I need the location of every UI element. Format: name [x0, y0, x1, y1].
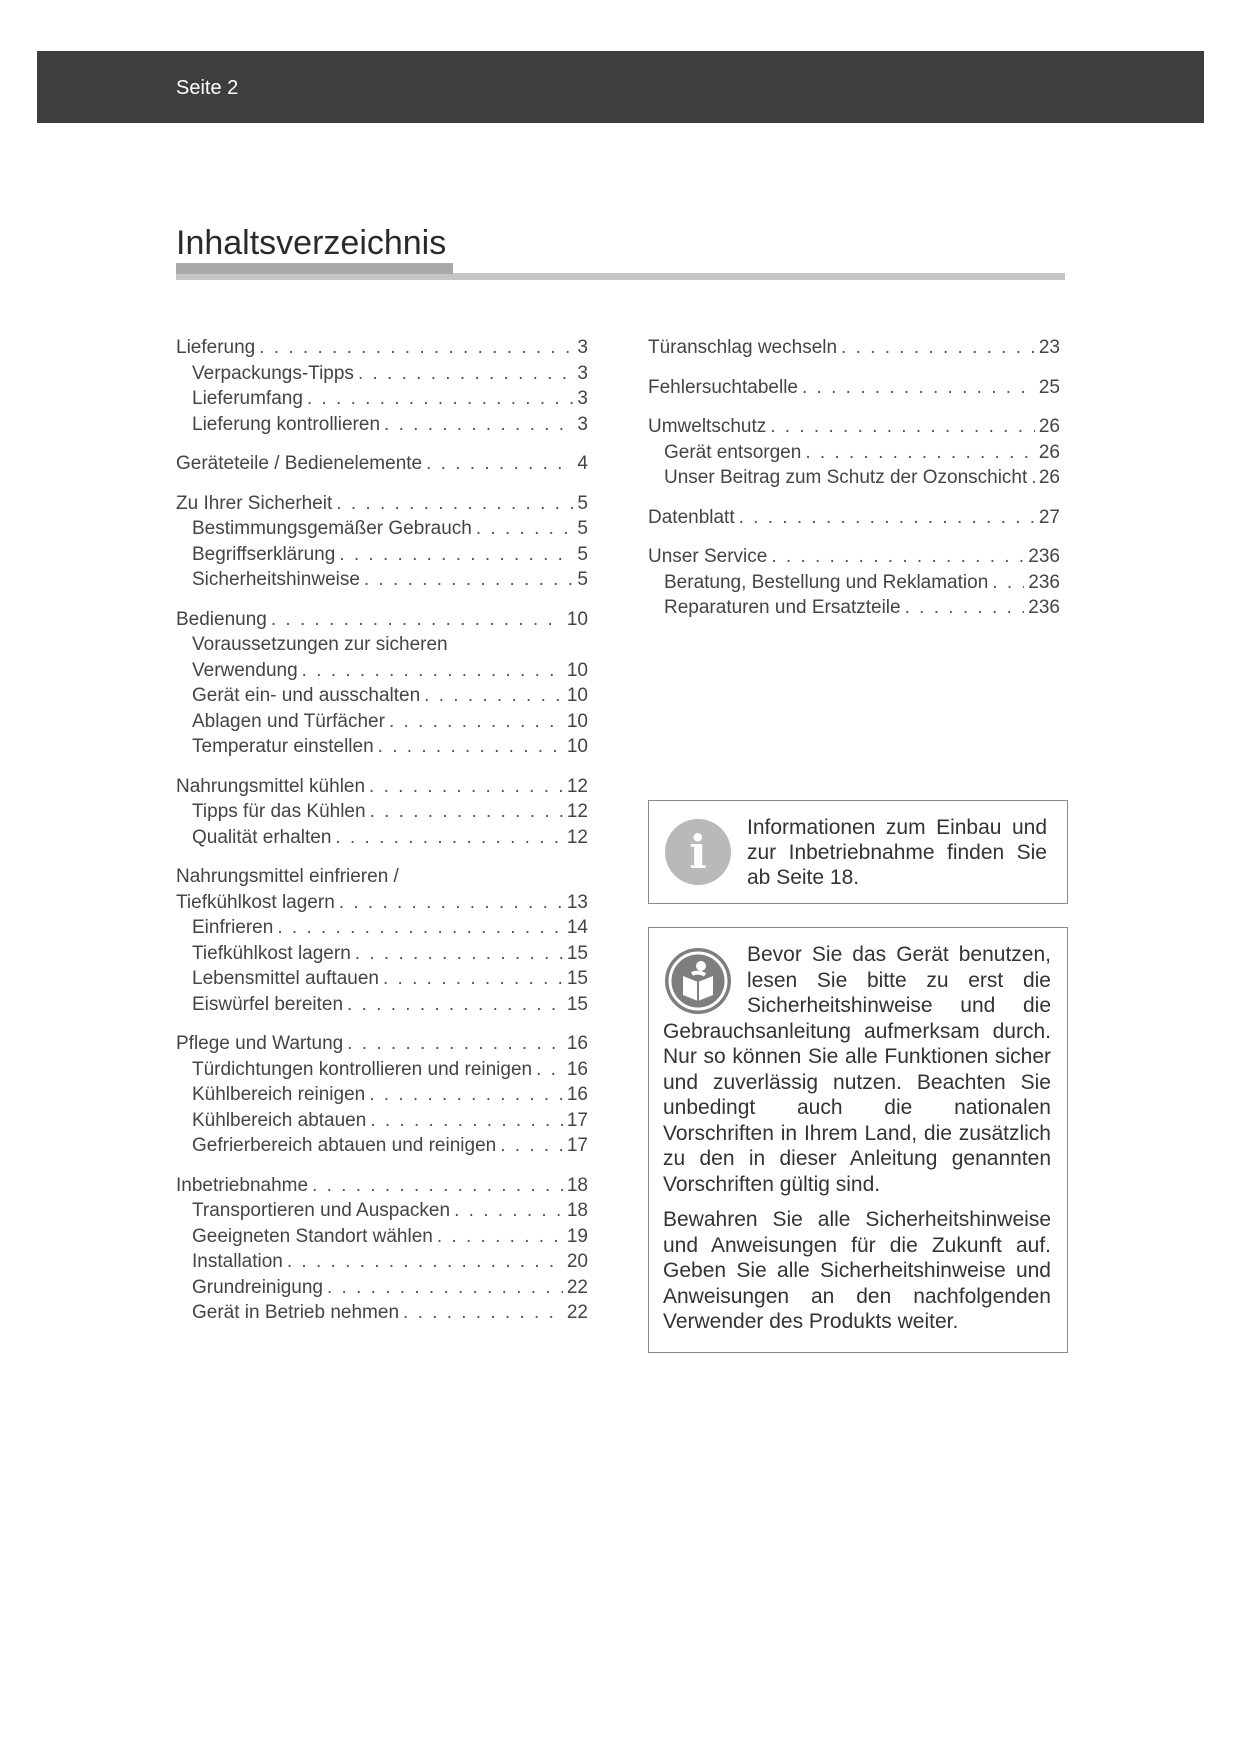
toc-leader-dots [798, 375, 1035, 400]
toc-page-number: 16 [566, 1033, 588, 1054]
toc-entry-title: Bedienung [176, 608, 267, 630]
toc-subentry[interactable] [176, 1224, 588, 1250]
toc-group [648, 544, 1060, 621]
toc-leader-dots [901, 595, 1025, 620]
toc-leader-dots [351, 941, 563, 966]
toc-leader-dots [298, 658, 563, 683]
toc-leader-dots [767, 544, 1024, 569]
toc-entry-title: Tipps für das Kühlen [192, 801, 366, 822]
toc-entry[interactable] [176, 1031, 588, 1057]
toc-entry-title: Einfrieren [192, 917, 274, 938]
toc-entry-title: Fehlersuchtabelle [648, 376, 798, 398]
toc-page-number: 23 [1038, 337, 1060, 358]
toc-leader-dots [801, 440, 1035, 465]
toc-subentry[interactable] [176, 516, 588, 542]
toc-page-number: 17 [566, 1135, 588, 1156]
toc-leader-dots [837, 335, 1035, 360]
toc-subentry[interactable] [176, 799, 588, 825]
toc-entry-title: Pflege und Wartung [176, 1033, 344, 1054]
toc-subentry[interactable] [176, 1133, 588, 1159]
toc-entry[interactable] [176, 864, 588, 890]
toc-entry-title: Nahrungsmittel kühlen [176, 775, 366, 797]
toc-subentry[interactable] [176, 1108, 588, 1134]
toc-page-number: 10 [566, 659, 588, 681]
toc-entry-title: Datenblatt [648, 506, 735, 528]
toc-entry-title: Nahrungsmittel einfrieren / [176, 866, 399, 887]
toc-group [648, 414, 1060, 491]
toc-entry[interactable] [176, 1173, 588, 1199]
toc-page-number: 10 [566, 736, 588, 757]
toc-subentry[interactable] [648, 595, 1060, 621]
toc-group [648, 505, 1060, 531]
toc-page-number: 16 [566, 1084, 588, 1105]
toc-page-number: 4 [577, 453, 588, 474]
toc-entry[interactable] [176, 491, 588, 517]
toc-page-number: 3 [577, 413, 588, 435]
toc-entry[interactable] [176, 335, 588, 361]
toc-group [176, 335, 588, 437]
toc-entry-title: Bestimmungsgemäßer Gebrauch [192, 518, 472, 539]
toc-page-number: 27 [1038, 506, 1060, 528]
toc-leader-dots [1027, 465, 1035, 490]
toc-leader-dots [532, 1057, 563, 1082]
toc-page-number: 25 [1038, 376, 1060, 398]
toc-page-number: 10 [566, 608, 588, 630]
toc-leader-dots [366, 799, 563, 824]
toc-entry[interactable] [176, 774, 588, 800]
toc-subentry[interactable] [176, 915, 588, 941]
toc-page-number: 10 [566, 710, 588, 732]
page-number-label: Seite 2 [176, 77, 239, 99]
toc-page-number: 26 [1038, 416, 1060, 437]
toc-page-number: 10 [566, 685, 588, 706]
toc-entry-title: Grundreinigung [192, 1276, 323, 1298]
toc-leader-dots [335, 542, 573, 567]
toc-leader-dots [385, 709, 563, 734]
toc-entry[interactable] [176, 890, 588, 916]
toc-leader-dots [450, 1198, 563, 1223]
toc-leader-dots [374, 734, 563, 759]
toc-entry-title: Unser Service [648, 546, 768, 567]
safety-notice-box [648, 927, 1068, 1353]
toc-entry-title: Ablagen und Türfächer [192, 710, 385, 732]
toc-entry[interactable] [648, 544, 1060, 570]
toc-subentry[interactable] [176, 1275, 588, 1301]
page-header-bar [37, 51, 1204, 123]
page-title: Inhaltsverzeichnis [176, 224, 447, 262]
toc-group [176, 607, 588, 760]
title-underline-accent [176, 263, 453, 274]
toc-entry-title: Eiswürfel bereiten [192, 993, 344, 1015]
toc-subentry[interactable] [176, 709, 588, 735]
toc-entry-title: Gerät in Betrieb nehmen [192, 1302, 400, 1323]
toc-leader-dots [323, 1275, 563, 1300]
toc-entry[interactable] [176, 451, 588, 477]
toc-leader-dots [379, 966, 563, 991]
toc-entry-title: Sicherheitshinweise [192, 569, 360, 590]
toc-entry-title: Transportieren und Auspacken [192, 1200, 451, 1221]
toc-page-number: 22 [566, 1302, 588, 1323]
toc-page-number: 236 [1028, 571, 1060, 593]
toc-subentry[interactable] [176, 1249, 588, 1275]
toc-subentry[interactable] [176, 941, 588, 967]
toc-leader-dots [332, 491, 573, 516]
toc-group [176, 451, 588, 477]
toc-subentry[interactable] [176, 734, 588, 760]
toc-leader-dots [273, 915, 563, 940]
toc-entry[interactable] [176, 607, 588, 633]
toc-group [176, 491, 588, 593]
toc-entry-title: Qualität erhalten [192, 826, 332, 848]
toc-subentry[interactable] [176, 412, 588, 438]
toc-group [176, 1031, 588, 1159]
toc-leader-dots [365, 1082, 563, 1107]
toc-page-number: 15 [566, 942, 588, 964]
toc-page-number: 12 [566, 801, 588, 822]
toc-leader-dots [380, 412, 573, 437]
info-notice-text: Informationen zum Einbau und zur Inbetriebnahme finden Sie ab Seite 18. [747, 816, 1047, 889]
toc-leader-dots [399, 1300, 563, 1325]
toc-entry-title: Umweltschutz [648, 416, 767, 437]
toc-entry[interactable] [648, 505, 1060, 531]
toc-entry[interactable] [648, 335, 1060, 361]
toc-group [176, 864, 588, 890]
toc-group [648, 375, 1060, 401]
toc-entry-title: Verwendung [192, 659, 298, 681]
toc-entry-title: Tiefkühlkost lagern [176, 891, 335, 913]
toc-entry-title: Begriffserklärung [192, 543, 336, 565]
toc-entry-title: Temperatur einstellen [192, 736, 374, 757]
toc-entry-title: Unser Beitrag zum Schutz der Ozonschicht [664, 467, 1028, 488]
toc-page-number: 18 [566, 1200, 588, 1221]
info-notice-box [648, 800, 1068, 904]
toc-page-number: 18 [566, 1174, 588, 1196]
toc-subentry[interactable] [176, 542, 588, 568]
toc-leader-dots [472, 516, 574, 541]
toc-entry[interactable] [648, 414, 1060, 440]
toc-leader-dots [496, 1133, 563, 1158]
toc-entry-title: Verpackungs-Tipps [192, 362, 354, 384]
toc-leader-dots [303, 386, 574, 411]
toc-subentry[interactable] [176, 386, 588, 412]
toc-entry-title: Zu Ihrer Sicherheit [176, 492, 333, 514]
toc-left-column [176, 335, 588, 1340]
toc-entry-title: Kühlbereich reinigen [192, 1084, 366, 1105]
toc-subentry[interactable] [176, 632, 588, 658]
toc-entry-title: Lieferumfang [192, 388, 303, 409]
toc-page-number: 12 [566, 775, 588, 797]
info-icon: i [665, 819, 731, 885]
toc-entry-title: Inbetriebnahme [176, 1174, 309, 1196]
toc-page-number: 3 [577, 388, 588, 409]
toc-page-number: 12 [566, 826, 588, 848]
toc-leader-dots [988, 570, 1024, 595]
toc-entry-title: Geräteteile / Bedienelemente [176, 453, 423, 474]
toc-entry-title: Gefrierbereich abtauen und reinigen [192, 1135, 497, 1156]
toc-entry-title: Beratung, Bestellung und Reklamation [664, 571, 989, 593]
toc-page-number: 236 [1028, 546, 1060, 567]
toc-page-number: 3 [577, 362, 588, 384]
toc-subentry[interactable] [176, 1300, 588, 1326]
toc-page-number: 15 [566, 968, 588, 989]
toc-page-number: 5 [577, 518, 588, 539]
toc-entry-title: Geeigneten Standort wählen [192, 1225, 433, 1247]
toc-page-number: 20 [566, 1251, 588, 1272]
toc-leader-dots [366, 1108, 563, 1133]
toc-subentry[interactable] [176, 567, 588, 593]
toc-entry-title: Voraussetzungen zur sicheren [192, 634, 448, 655]
toc-leader-dots [354, 361, 573, 386]
toc-page-number: 17 [566, 1109, 588, 1131]
toc-right-column [648, 335, 1060, 635]
toc-page-number: 5 [577, 543, 588, 565]
toc-group [176, 774, 588, 851]
toc-entry-title: Türdichtungen kontrollieren und reinigen [192, 1058, 533, 1080]
toc-leader-dots [335, 890, 563, 915]
toc-leader-dots [422, 451, 573, 476]
toc-subentry[interactable] [176, 1057, 588, 1083]
toc-group [176, 1173, 588, 1326]
toc-leader-dots [331, 825, 562, 850]
toc-page-number: 15 [566, 993, 588, 1015]
toc-subentry[interactable] [176, 1198, 588, 1224]
toc-leader-dots [283, 1249, 563, 1274]
toc-entry-title: Gerät entsorgen [664, 441, 802, 463]
toc-page-number: 3 [577, 337, 588, 358]
toc-group [648, 335, 1060, 361]
toc-entry-title: Installation [192, 1251, 283, 1272]
toc-leader-dots [365, 774, 563, 799]
toc-subentry[interactable] [176, 683, 588, 709]
toc-page-number: 14 [566, 917, 588, 938]
toc-subentry[interactable] [176, 992, 588, 1018]
toc-entry-title: Tiefkühlkost lagern [192, 942, 351, 964]
toc-subentry[interactable] [176, 658, 588, 684]
toc-page-number: 236 [1028, 597, 1060, 618]
toc-leader-dots [267, 607, 563, 632]
toc-page-number: 19 [566, 1225, 588, 1247]
toc-entry-title: Reparaturen und Ersatzteile [664, 597, 901, 618]
toc-subentry[interactable] [176, 361, 588, 387]
toc-entry-title: Kühlbereich abtauen [192, 1109, 367, 1131]
toc-entry-title: Türanschlag wechseln [648, 337, 838, 358]
toc-page-number: 26 [1038, 441, 1060, 463]
toc-entry[interactable] [648, 375, 1060, 401]
toc-subentry[interactable] [176, 825, 588, 851]
safety-notice-text [663, 942, 1051, 1335]
toc-leader-dots [308, 1173, 563, 1198]
toc-subentry[interactable] [648, 440, 1060, 466]
safety-paragraph-1: Bevor Sie das Gerät benutzen, lesen Sie bitte zu erst die Sicherheitshinweise und die Gebrauchsanleitung aufmerksam durch. Nur so können Sie alle Funktionen sicher und zuverlässig nutzen. Beachten Sie unbedingt auch die nationalen Vorschriften in Ihrem Land, die zusätzlich zu den in dieser Anleitung genannten Vorschriften gültig sind. [663, 943, 1051, 1196]
toc-entry-title: Lieferung [176, 337, 256, 358]
toc-subentry[interactable] [176, 966, 588, 992]
toc-page-number: 13 [566, 891, 588, 913]
toc-entry-title: Lieferung kontrollieren [192, 413, 381, 435]
safety-paragraph-2: Bewahren Sie alle Sicherheitshinweise und Anweisungen für die Zukunft auf. Geben Sie alle Sicherheitshinweise und Anweisungen an den nachfolgenden Verwender des Produkts weiter. [663, 1208, 1051, 1333]
toc-leader-dots [343, 992, 563, 1017]
toc-leader-dots [255, 335, 573, 360]
toc-page-number: 5 [577, 569, 588, 590]
toc-leader-dots [420, 683, 563, 708]
toc-page-number: 22 [566, 1276, 588, 1298]
title-underline [176, 273, 1065, 280]
toc-leader-dots [735, 505, 1035, 530]
toc-entry-title: Lebensmittel auftauen [192, 968, 379, 989]
toc-subentry[interactable] [648, 465, 1060, 491]
toc-page-number: 5 [577, 492, 588, 514]
toc-leader-dots [360, 567, 574, 592]
toc-leader-dots [433, 1224, 563, 1249]
toc-leader-dots [766, 414, 1035, 439]
toc-subentry[interactable] [648, 570, 1060, 596]
toc-entry-title: Gerät ein- und ausschalten [192, 685, 421, 706]
toc-page-number: 26 [1038, 467, 1060, 488]
toc-page-number: 16 [566, 1058, 588, 1080]
toc-group [176, 890, 588, 1018]
toc-subentry[interactable] [176, 1082, 588, 1108]
toc-leader-dots [343, 1031, 563, 1056]
